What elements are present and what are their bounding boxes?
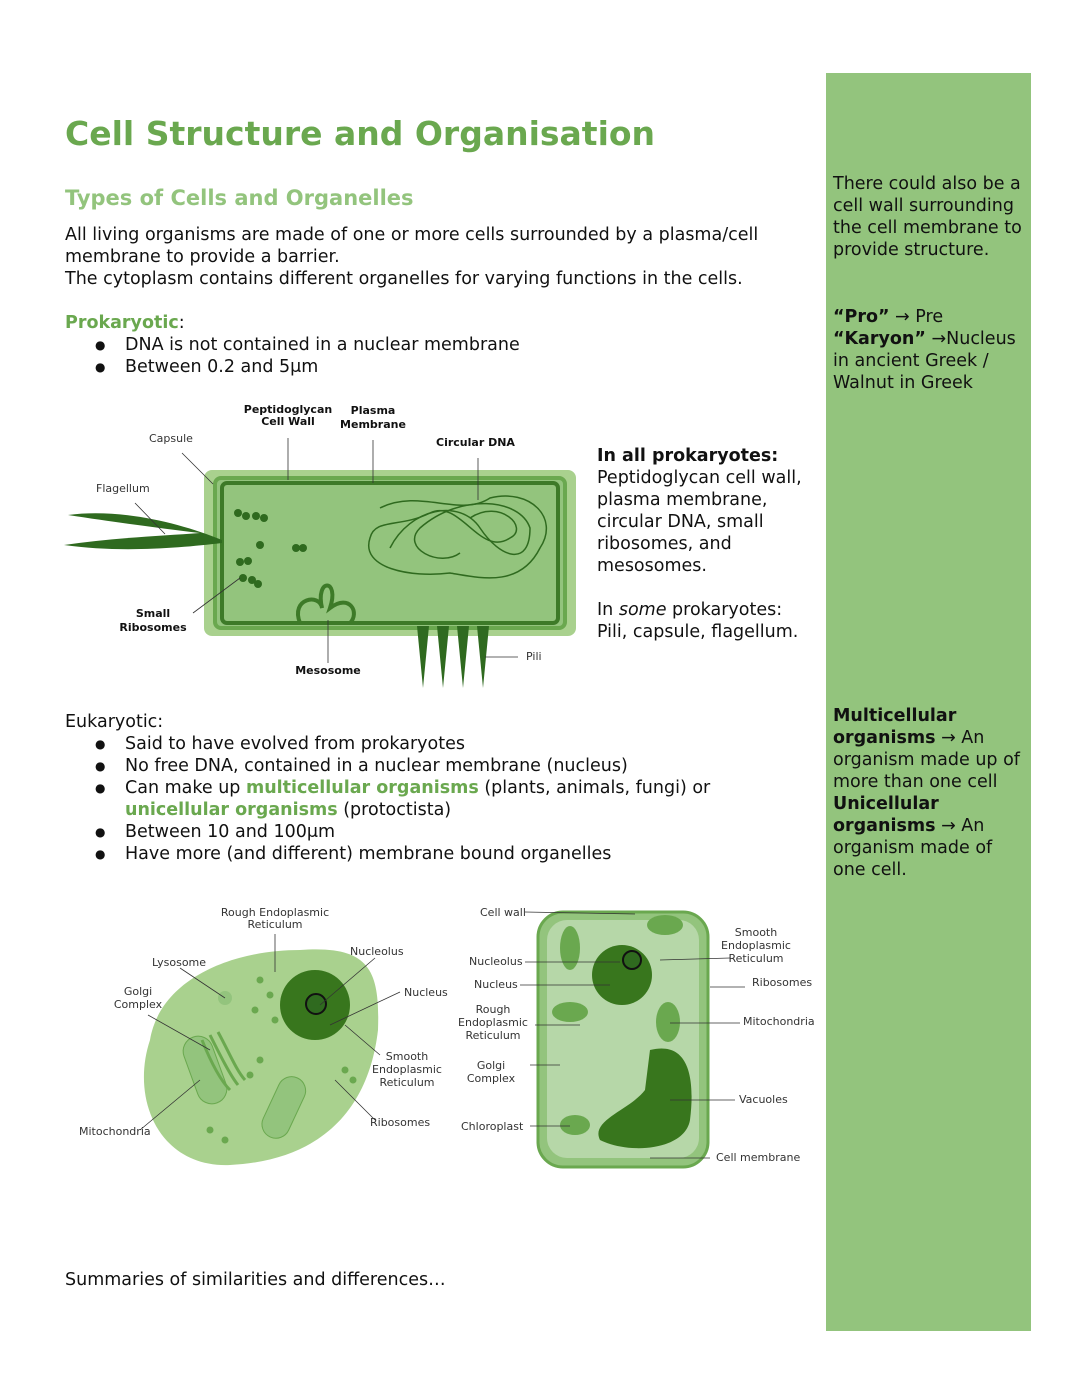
label-lysosome: Lysosome (152, 956, 207, 969)
label-reticulum: Reticulum (379, 1076, 435, 1089)
label-vacuoles: Vacuoles (739, 1093, 788, 1106)
summary-text: Summaries of similarities and differences… (65, 1270, 446, 1290)
label-golgi: Golgi (123, 985, 153, 998)
intro-paragraph (65, 224, 815, 290)
label-cell-membrane: Cell membrane (716, 1151, 801, 1164)
prokaryote-summary (597, 445, 817, 643)
term-pro: “Pro” (833, 307, 890, 327)
some-prokaryotes-text (597, 599, 817, 643)
prokaryotic-section (65, 312, 815, 378)
list-item: ● Have more (and different) membrane bound organelles (125, 843, 815, 865)
label-cell-wall: Cell wall (480, 906, 526, 919)
label-mitochondria: Mitochondria (743, 1015, 815, 1028)
label-reticulum: Reticulum (247, 918, 303, 931)
label-smooth: Smooth (734, 926, 778, 939)
sidebar-note-etymology (833, 306, 1028, 394)
text: Can make up (125, 778, 246, 798)
eukaryotic-heading: Eukaryotic: (65, 712, 164, 732)
list-item: ● Between 10 and 100μm (125, 821, 815, 843)
list-item: ● Said to have evolved from prokaryotes (125, 733, 815, 755)
text: (protoctista) (337, 800, 452, 820)
label-small: Small (135, 607, 171, 620)
term-unicellular: Unicellular organisms (833, 794, 939, 836)
prokaryotic-heading: Prokaryotic (65, 313, 179, 333)
label-nucleolus: Nucleolus (469, 955, 523, 968)
label-flagellum: Flagellum (96, 482, 150, 495)
list-item: ● DNA is not contained in a nuclear membrane (125, 334, 815, 356)
all-prokaryotes-text: Peptidoglycan cell wall, plasma membrane, circular DNA, small ribosomes, and mesosomes. (597, 468, 802, 576)
label-endoplasmic: Endoplasmic (458, 1016, 528, 1029)
label-capsule: Capsule (149, 432, 193, 445)
label-rough-er: Rough Endoplasmic (220, 906, 330, 919)
label-reticulum: Reticulum (728, 952, 784, 965)
label-chloroplast: Chloroplast (461, 1120, 524, 1133)
page-title: Cell Structure and Organisation (65, 114, 656, 153)
text: In (597, 600, 619, 620)
label-plasma: Plasma (350, 404, 396, 417)
sidebar-note-cell-wall: There could also be a cell wall surrounding the cell membrane to provide structure. (833, 174, 1022, 260)
term-multicellular: multicellular organisms (245, 778, 479, 798)
list-item (125, 777, 815, 821)
list-item: ● No free DNA, contained in a nuclear membrane (nucleus) (125, 755, 815, 777)
text: (plants, animals, fungi) or (478, 778, 711, 798)
emphasis: some (618, 600, 667, 620)
flagellum-shape (64, 513, 222, 549)
sidebar-notes-panel (826, 73, 1031, 1331)
section-heading: Types of Cells and Organelles (65, 186, 414, 210)
label-ribosomes: Ribosomes (119, 621, 187, 634)
label-complex: Complex (466, 1072, 516, 1085)
sidebar-note-organisms (833, 705, 1028, 881)
label-nucleolus: Nucleolus (350, 945, 404, 958)
intro-line: The cytoplasm contains different organelles for varying functions in the cells. (65, 269, 743, 289)
intro-line: All living organisms are made of one or more cells surrounded by a plasma/cell membrane to provide a barrier. (65, 225, 759, 267)
colon: : (178, 313, 185, 333)
text: →Nucleus in ancient Greek / Walnut in Greek (833, 329, 1016, 393)
all-prokaryotes-heading: In all prokaryotes: (597, 446, 779, 466)
term-multicellular: Multicellular organisms (833, 706, 957, 748)
label-smooth: Smooth (385, 1050, 429, 1063)
label-nucleus: Nucleus (404, 986, 448, 999)
label-reticulum: Reticulum (465, 1029, 521, 1042)
label-mitochondria: Mitochondria (79, 1125, 151, 1138)
label-endoplasmic: Endoplasmic (372, 1063, 442, 1076)
label-cell-wall: Cell Wall (261, 415, 315, 428)
eukaryotic-section (65, 711, 815, 865)
plant-cell (538, 912, 708, 1167)
label-peptidoglycan: Peptidoglycan (243, 403, 333, 416)
term-unicellular: unicellular organisms (125, 800, 338, 820)
label-pili: Pili (526, 650, 542, 663)
label-ribosomes: Ribosomes (370, 1116, 431, 1129)
label-nucleus: Nucleus (474, 978, 518, 991)
label-ribosomes: Ribosomes (752, 976, 813, 989)
label-mesosome: Mesosome (295, 664, 361, 677)
prokaryote-diagram (60, 398, 585, 693)
list-item: ● Between 0.2 and 5μm (125, 356, 815, 378)
label-endoplasmic: Endoplasmic (721, 939, 791, 952)
label-membrane: Membrane (340, 418, 406, 431)
text: → Pre (889, 307, 944, 327)
label-complex: Complex (113, 998, 163, 1011)
label-rough: Rough (475, 1003, 511, 1016)
term-karyon: “Karyon” (833, 329, 926, 349)
text: → An organism made of one cell. (833, 816, 993, 880)
label-circular-dna: Circular DNA (436, 436, 515, 449)
text: prokaryotes: Pili, capsule, flagellum. (597, 600, 799, 642)
text: → An organism made up of more than one cell (833, 728, 1020, 792)
animal-cell (144, 949, 378, 1165)
label-golgi: Golgi (476, 1059, 506, 1072)
eukaryote-diagrams (70, 900, 820, 1175)
